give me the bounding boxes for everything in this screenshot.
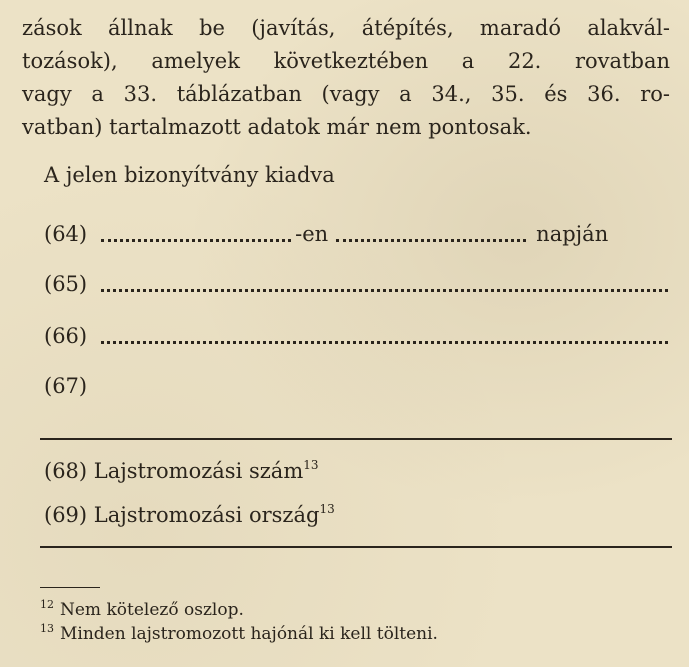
footnote-ref: 13 (319, 502, 335, 516)
footnote-marker: 13 (40, 622, 54, 635)
paragraph-line: vagy a 33. táblázatban (vagy a 34., 35. és 36. ro- (22, 82, 670, 106)
footnote-text: Nem kötelező oszlop. (60, 600, 244, 620)
footnote-12 (40, 598, 244, 620)
field-66 (44, 324, 668, 348)
field-number: (64) (44, 222, 88, 246)
paragraph-line: vatban) tartalmazott adatok már nem pontosak. (22, 115, 532, 139)
field-end-word: napján (536, 222, 609, 246)
registration-number-label (44, 458, 319, 483)
footnote-ref: 13 (303, 458, 319, 472)
day-fill-line[interactable] (336, 239, 526, 242)
field-number: (66) (44, 324, 88, 348)
issued-heading: A jelen bizonyítvány kiadva (44, 163, 335, 187)
field-64 (44, 222, 668, 246)
footnote-text: Minden lajstromozott hajónál ki kell tölteni. (60, 624, 438, 644)
footnote-marker: 12 (40, 598, 54, 611)
paragraph-line: tozások), amelyek következtében a 22. rovatban (22, 49, 670, 73)
section-divider (40, 438, 672, 440)
intro-paragraph (22, 12, 670, 144)
registration-country-label (44, 502, 335, 527)
section-divider (40, 546, 672, 548)
fill-line[interactable] (101, 289, 668, 292)
field-number: (67) (44, 374, 88, 398)
fill-line[interactable] (101, 341, 668, 344)
footnote-13 (40, 622, 438, 644)
paragraph-line: zások állnak be (javítás, átépítés, maradó alakvál- (22, 16, 670, 40)
field-65 (44, 272, 668, 296)
field-67 (44, 374, 668, 398)
field-suffix: -en (295, 222, 329, 246)
field-number: (65) (44, 272, 88, 296)
registration-country-text: (69) Lajstromozási ország (44, 503, 320, 527)
registration-number-text: (68) Lajstromozási szám (44, 459, 304, 483)
date-fill-line[interactable] (101, 239, 291, 242)
footnote-divider (40, 587, 100, 588)
